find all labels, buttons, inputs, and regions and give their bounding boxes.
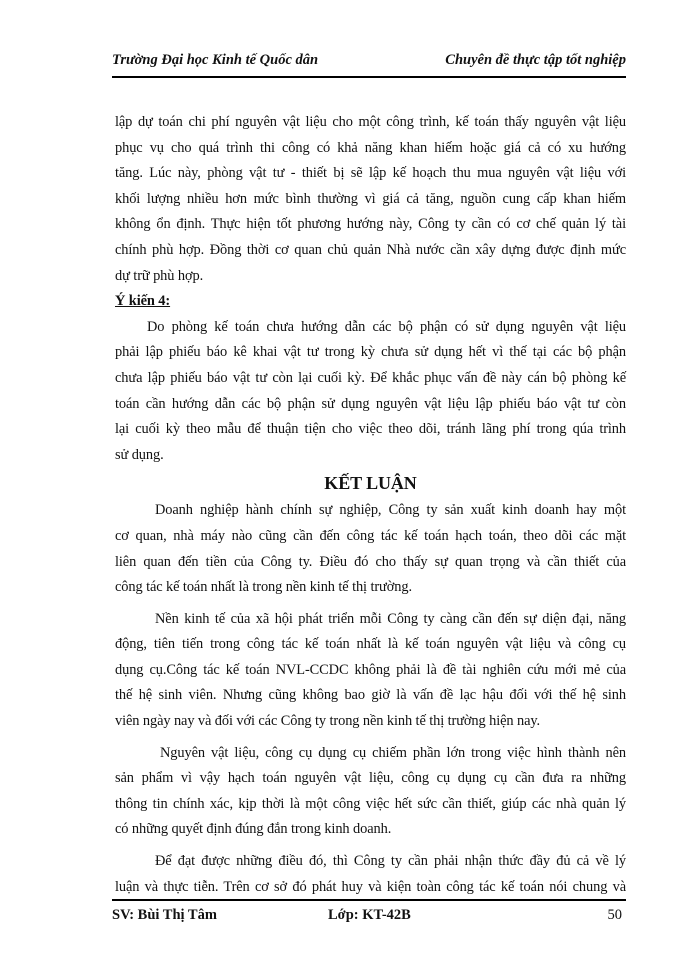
page-header: [112, 50, 626, 78]
section-heading: Ý kiến 4:: [115, 293, 171, 310]
text-line: Doanh nghiệp hành chính sự nghiệp, Công ty sản xuất kinh doanh hay một: [155, 502, 626, 519]
text-line: dụng cụ.Công tác kế toán NVL-CCDC không phải là đề tài nghiên cứu mới mẻ của: [115, 661, 626, 678]
text-line: Để đạt được những điều đó, thì Công ty cần phải nhận thức đầy đủ cả về lý: [155, 853, 626, 870]
paragraph-6: [115, 849, 626, 900]
text-line: thế hệ sinh viên. Nhưng cũng không bao giờ là vấn đề lạc hậu đối với thế hệ sinh: [115, 687, 626, 704]
text-line: viên ngày nay và đối với các Công ty trong nền kinh tế thị trường hiện nay.: [115, 713, 541, 730]
paragraph-4: [115, 607, 626, 735]
text-line: chính phù hợp. Đồng thời cơ quan chủ quản Nhà nước cần xây dựng được định mức: [115, 241, 626, 258]
text-line: tăng. Lúc này, phòng vật tư - thiết bị sẽ lập kế hoạch thu mua nguyên vật liệu với: [115, 165, 626, 182]
page-body: [115, 110, 626, 900]
text-line: luận và thực tiễn. Trên cơ sở đó phát huy và kiện toàn công tác kế toán nói chung và: [115, 878, 626, 895]
text-line: cơ quan, nhà máy nào cũng cần đến công tác kế toán hạch toán, theo dõi các mặt: [115, 527, 626, 544]
footer-class: Lớp: KT-42B: [328, 907, 411, 923]
text-line: không ổn định. Thực hiện tốt phương hướng này, Công ty cần có cơ chế quản lý tài: [115, 216, 626, 233]
paragraph-3: [115, 498, 626, 600]
paragraph-2: [115, 315, 626, 469]
page-number: 50: [607, 907, 622, 923]
text-line: chưa lập phiếu báo vật tư còn lại cuối kỳ. Để khắc phục vấn đề này cán bộ phòng kế: [115, 369, 626, 386]
text-line: toán cần hướng dẫn các bộ phận sử dụng nguyên vật liệu lập phiếu báo vật tư còn: [115, 395, 626, 412]
text-line: thông tin chính xác, kịp thời là một công việc hết sức cần thiết, giúp các nhà quản lý: [115, 795, 626, 812]
text-line: Nền kinh tế của xã hội phát triển mỗi Công ty càng cần đến sự diện đại, năng: [155, 610, 626, 627]
page-footer: [112, 899, 626, 931]
text-line: khối lượng nhiều hơn mức bình thường vì giá cả tăng, nguồn cung cấp khan hiếm: [115, 190, 626, 207]
text-line: phải lập phiếu báo kê khai vật tư trong kỳ chưa sử dụng hết vì thế tại các bộ phận: [115, 344, 626, 361]
text-line: sử dụng.: [115, 446, 164, 463]
text-line: lại cuối kỳ theo mẫu để thuận tiện cho việc theo dõi, tránh lãng phí trong qúa trình: [115, 421, 626, 438]
text-line: phục vụ cho quá trình thi công có khả năng khan hiếm hoặc giá cả có xu hướng: [115, 139, 626, 156]
text-line: dự trữ phù hợp.: [115, 267, 204, 284]
text-line: liên quan đến tiền của Công ty. Điều đó cho thấy sự quan trọng và cần thiết của: [115, 553, 626, 570]
text-line: Nguyên vật liệu, công cụ dụng cụ chiếm phần lớn trong việc hình thành nên: [160, 744, 626, 761]
text-line: động, tiên tiến trong công tác kế toán nhất là kế toán nguyên vật liệu và công cụ: [115, 636, 626, 653]
text-line: Do phòng kế toán chưa hướng dẫn các bộ phận có sử dụng nguyên vật liệu: [147, 318, 626, 335]
footer-student-name: SV: Bùi Thị Tâm: [112, 907, 217, 923]
paragraph-5: [115, 741, 626, 843]
paragraph-1: [115, 110, 626, 289]
header-report-title: Chuyên đề thực tập tốt nghiệp: [445, 52, 626, 68]
conclusion-title: KẾT LUẬN: [324, 473, 417, 494]
text-line: công tác kế toán nhất là trong nền kinh tế thị trường.: [115, 579, 412, 596]
text-line: sản phẩm vì vậy hạch toán nguyên vật liệu, công cụ dụng cụ cần đưa ra những: [115, 770, 626, 787]
header-university: Trường Đại học Kinh tế Quốc dân: [112, 52, 319, 68]
text-line: có những quyết định đúng đắn trong kinh doanh.: [115, 821, 392, 838]
text-line: lập dự toán chi phí nguyên vật liệu cho một công trình, kế toán thấy nguyên vật liệu: [115, 114, 626, 130]
